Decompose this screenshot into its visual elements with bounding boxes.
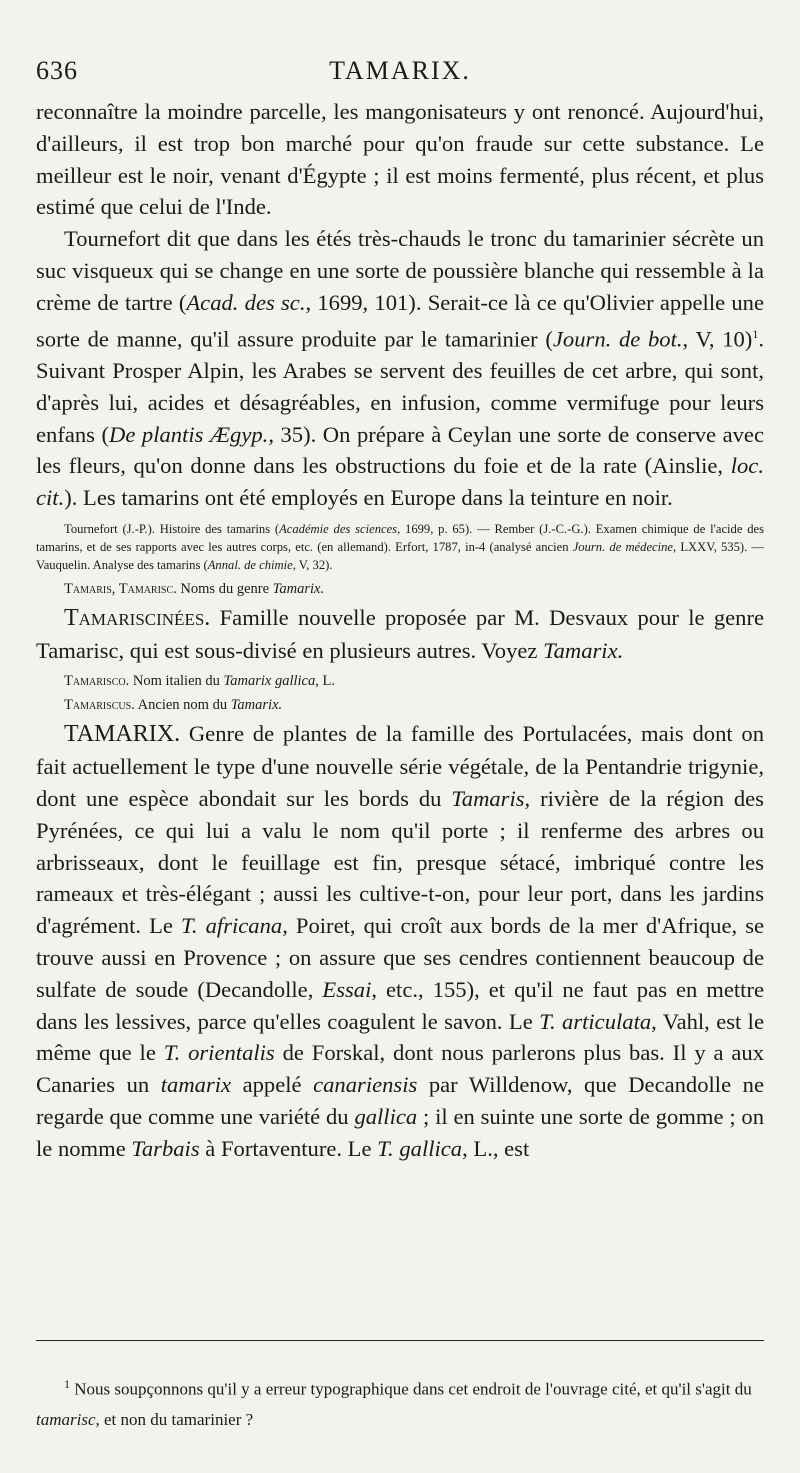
text-run: , L., est [462, 1135, 530, 1161]
entry-tamarisco [36, 670, 764, 692]
footnote-marker: 1 [752, 326, 759, 341]
species-name: T. africana [181, 913, 283, 939]
footnote-marker: 1 [64, 1377, 70, 1391]
text-run: Famille nouvelle proposée par M. Desvaux pour le genre Tamarisc, qui est sous-divisé en plusieurs autres. Voyez [36, 604, 764, 663]
footnote [36, 1369, 764, 1435]
text-run: , V, 32). [292, 557, 333, 572]
entry-headword: TAMARIX. [64, 721, 181, 748]
citation: loc. cit. [36, 453, 764, 511]
paragraph-continuation: reconnaître la moindre parcelle, les mangonisateurs y ont renoncé. Aujourd'hui, d'ailleurs, il est trop bon marché pour qu'on fraude sur cette substance. Le meilleur est le noir, venant d'Égypte ; il est moins fermenté, plus récent, et plus estimé que celui de l'Inde. [36, 99, 764, 220]
entry-tamariscinees [36, 602, 764, 667]
text-run: Noms du genre [176, 580, 273, 597]
text-run: Ancien nom du [134, 697, 231, 714]
genus-name: Tamarix. [272, 580, 325, 597]
paragraph-tournefort [36, 223, 764, 514]
entry-tamariscus [36, 694, 764, 716]
entry-headword: Tamariscus. [64, 697, 135, 714]
text-run: , LXXV, 535). — Vauquelin. Analyse des tamarins ( [36, 539, 765, 572]
genus-name: Tamarix. [230, 697, 283, 714]
entry-headword: Tamaris, Tamarisc. [64, 580, 177, 597]
citation: Académie des sciences [279, 521, 398, 536]
species-name: T. articulata [539, 1008, 652, 1034]
species-name: canariensis [313, 1072, 418, 1098]
species-name: Tamarix gallica [223, 673, 316, 690]
term: tamarisc [36, 1409, 96, 1429]
entry-tamarix [36, 718, 764, 1164]
text-run: Tournefort (J.-P.). Histoire des tamarins ( [64, 521, 280, 536]
text-run: ; il en suinte une sorte de gomme ; on le nomme [36, 1104, 765, 1161]
species-name: gallica [354, 1104, 418, 1130]
text-run: , 35). On prépare à Ceylan une sorte de conserve avec les fleurs, qu'on donne dans les obstructions du foie et de la rate (Ainslie, [36, 421, 764, 479]
cross-reference: Tamarix. [543, 637, 624, 663]
species-name: T. orientalis [163, 1040, 275, 1066]
citation: Essai [322, 976, 372, 1002]
text-run: Nous soupçonnons qu'il y a erreur typographique dans cet endroit de l'ouvrage cité, et qu'il s'agit du [70, 1379, 752, 1399]
species-name: T. gallica [377, 1135, 463, 1161]
page-header [36, 56, 764, 96]
main-text [36, 96, 764, 1165]
text-run: , Poiret, qui croît aux bords de la mer d'Afrique, se trouve aussi en Provence ; on assure que ses cendres contiennent beaucoup de sulfate de soude (Decandolle, [36, 913, 765, 1002]
genus-name: tamarix [160, 1072, 232, 1098]
citation: Annal. de chimie [207, 557, 293, 572]
page-number: 636 [36, 56, 78, 85]
text-run: , rivière de la région des Pyrénées, ce qui lui a valu le nom qu'il porte ; il renferme des arbres ou arbrisseaux, dont le feuillage est fin, presque sétacé, imbriqué contre les rameaux et très-élégant ; aussi les cultive-t-on, pour leur port, dans les jardins d'agrément. Le [36, 786, 764, 939]
text-run: appelé [231, 1072, 314, 1098]
place-name: Tamaris [451, 786, 525, 812]
text-run: Tournefort dit que dans les étés très-chauds le tronc du tamarinier sécrète un suc visqueux qui se change en une sorte de poussière blanche qui ressemble à la crème de tartre ( [36, 226, 764, 315]
citation: Journ. de médecine [572, 539, 674, 554]
footnote-divider [36, 1340, 764, 1341]
entry-headword: Tamariscinées. [64, 604, 211, 631]
citation: Acad. des sc. [186, 289, 306, 315]
local-name: Tarbais [131, 1135, 200, 1161]
text-run: , Vahl, est le même que le [36, 1008, 764, 1066]
text-run: à Fortaventure. Le [199, 1135, 378, 1161]
text-run: Nom italien du [129, 673, 224, 690]
text-run: , 1699, 101). Serait-ce là ce qu'Olivier appelle une sorte de manne, qu'il assure produite par le tamarinier ( [36, 289, 764, 352]
text-run: de Forskal, dont nous parlerons plus bas. Il y a aux Canaries un [36, 1040, 764, 1098]
running-title: TAMARIX. [329, 56, 471, 85]
text-run: , et non du tamarinier ? [95, 1409, 254, 1429]
citation: De plantis Ægyp. [109, 421, 269, 447]
text-run: . Suivant Prosper Alpin, les Arabes se servent des feuilles de cet arbre, qui sont, d'après lui, acides et désagréables, en infusion, comme vermifuge pour leurs enfans ( [36, 326, 764, 447]
text-run: , 1699, p. 65). — Rember (J.-C.-G.). Examen chimique de l'acide des tamarins, et de ses rapports avec les autres corps, etc. (en allemand). Erfort, 1787, in-4 (analysé ancien [36, 521, 764, 554]
citation: Journ. de bot. [552, 326, 683, 352]
text-run: , V, 10) [682, 326, 753, 352]
entry-headword: Tamarisco. [64, 673, 130, 690]
entry-tamaris [36, 578, 764, 600]
bibliography-references [36, 520, 764, 574]
text-run: par Willdenow, que Decandolle ne regarde que comme une variété du [36, 1072, 764, 1130]
text-run: ). Les tamarins ont été employés en Europe dans la teinture en noir. [64, 485, 673, 511]
text-run: , L. [315, 673, 335, 690]
text-run: Genre de plantes de la famille des Portulacées, mais dont on fait actuellement le type d'une nouvelle série végétale, de la Pentandrie trigynie, dont une espèce abondait sur les bords du [36, 721, 764, 812]
text-run: , etc., 155), et qu'il ne faut pas en mettre dans les lessives, parce qu'elles coagulent le savon. Le [36, 976, 764, 1034]
